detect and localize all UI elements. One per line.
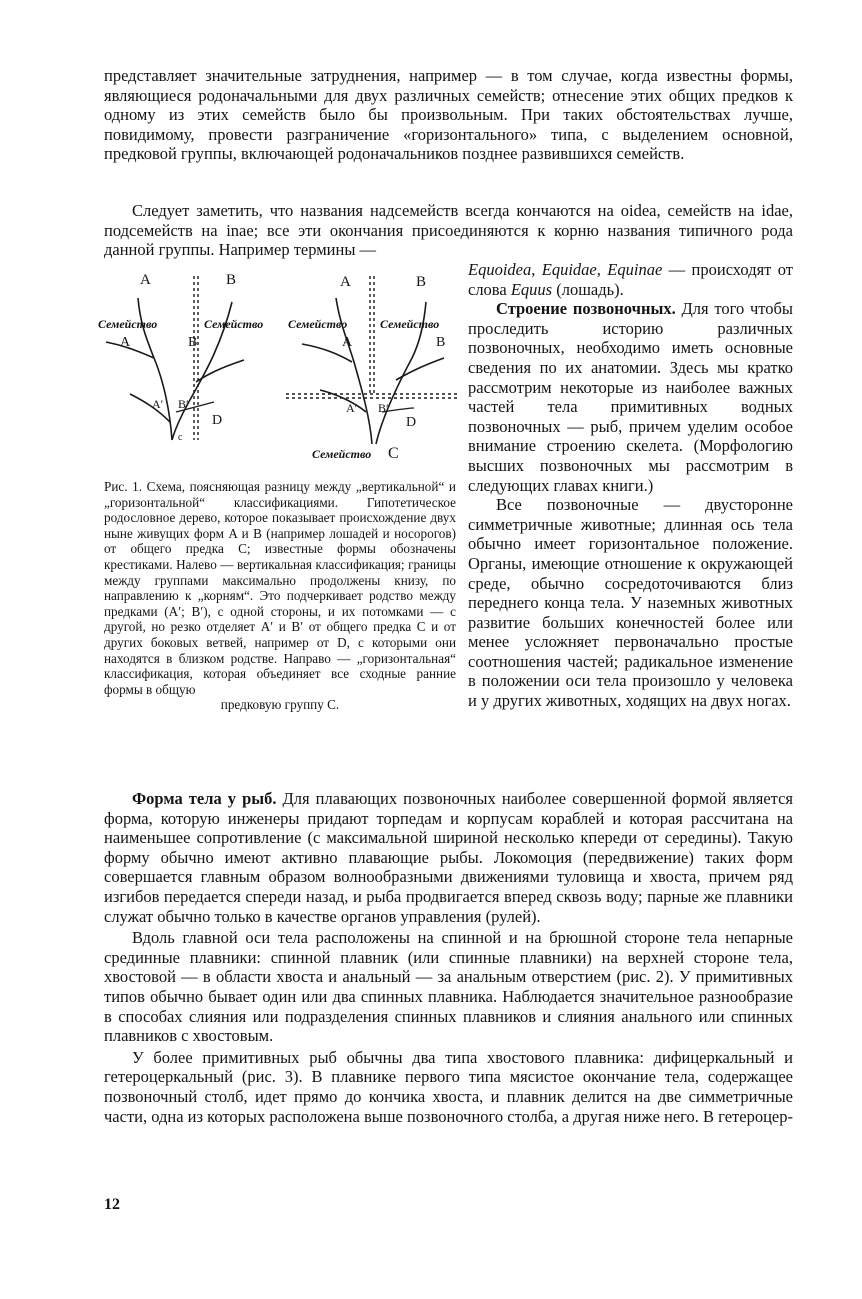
right-label-b: B — [416, 274, 427, 290]
example-term-4: Equus — [510, 279, 553, 299]
paragraph-suffixes — [104, 201, 793, 260]
paragraph-fish-body: Для плавающих позвоночных наиболее совершенной формой является форма, которую инженеры придают торпедам и корпусам кораблей и которая рассчитана на наименьшее сопротивление (с максимальной шириной несколько кпереди от середины). Такую форму обычно имеют активно плавающие рыбы. Локомоция (передвижение) таких форм совершается главным образом волнообразными движениями туловища и хвоста, причем ряд изгибов передается спереди назад, и рыба продвигается вперед сквозь воду; парные же плавники служат обычно только в качестве органов управления (рулей). — [104, 789, 793, 926]
figure-classification-schema — [96, 262, 466, 472]
paragraph-top-text: представляет значительные затруднения, например — в том случае, когда известны формы, являющиеся родоначальными для двух различных семейств; отнесение этих общих предков к одному из этих семейств было бы произвольным. При таких обстоятельствах лучше, повидимому, провести разграничение «горизонтального» типа, с выделением основной, предковой группы, включающей родоначальников позднее развившихся семейств. — [104, 66, 793, 164]
example-term-2: Equidae — [541, 260, 597, 279]
paragraph-top — [104, 66, 793, 164]
right-sub-b: B — [436, 335, 446, 350]
right-label-d: D — [406, 415, 417, 430]
right-label-a-prime: A′ — [346, 401, 358, 415]
paragraph-examples — [468, 260, 793, 299]
left-family-b: Семейство — [204, 317, 264, 331]
right-family-a: Семейство — [288, 317, 348, 331]
paragraph-fish — [104, 789, 793, 926]
left-sub-a: A — [120, 335, 131, 350]
left-label-b-prime: B′ — [178, 397, 189, 411]
right-tree — [286, 276, 458, 444]
example-term-1: Equoidea — [468, 260, 532, 279]
example-term-3: Equinae — [607, 260, 663, 279]
figure-caption-last-line: предковую группу C. — [220, 697, 340, 713]
right-label-a: A — [340, 274, 351, 290]
right-family-c: Семейство — [312, 447, 372, 461]
figure-drawing — [96, 262, 466, 472]
left-family-a: Семейство — [98, 317, 158, 331]
heading-fish: Форма тела у рыб. — [132, 789, 277, 808]
right-label-c: C — [388, 445, 399, 462]
paragraph-suffixes-text: Следует заметить, что названия надсемейств всегда кончаются на oidea, семейств на idae, подсемейств на inae; все эти окончания присоединяются к корню названия типичного рода данной группы. Например термины — — [104, 201, 793, 260]
figure-caption-text: Рис. 1. Схема, поясняющая разницу между „вертикальной“ и „горизонтальной“ классификациями. Гипотетическое родословное дерево, которое показывает происхождение двух ныне живущих форм A и B (например лошадей и носорогов) от общего предка C; известные формы обозначены крестиками. Налево — вертикальная классификация; границы между группами максимально продолжены книзу, по направлению к „корням“. Это подчеркивает родство между предками (A′; B′), с одной стороны, и их потомками — с другой, но резко отделяет A′ и B′ от общего предка C и от других боковых ветвей, например от D, с которыми они находятся в близком родстве. Направо — „горизонтальная“ классификация, которая объединяет все сходные ранние формы в общую — [104, 479, 456, 697]
left-label-b: B — [226, 272, 237, 288]
figure-labels — [98, 272, 445, 462]
example-sep-2: , — [596, 260, 608, 279]
paragraph-structure — [468, 299, 793, 495]
left-tree — [106, 276, 244, 440]
right-label-b-prime: B′ — [378, 401, 389, 415]
right-family-b: Семейство — [380, 317, 440, 331]
page-number: 12 — [104, 1196, 120, 1213]
left-label-c: c — [178, 432, 183, 443]
figure-caption — [104, 479, 456, 713]
right-column — [468, 260, 793, 711]
left-label-a-prime: A′ — [152, 397, 164, 411]
paragraph-symmetry: Все позвоночные — двусторонне симметричные животные; длинная ось тела обычно имеет горизонтальное положение. Органы, имеющие отношение к окружающей среде, обычно сосредоточиваются близ переднего конца тела. У наземных животных развитие больших конечностей более или менее усложняет первоначально простые соотношения частей; радикальное изменение в положении оси тела произошло у человека и у других животных, ходящих на двух ногах. — [468, 495, 793, 711]
left-sub-b: B — [188, 335, 198, 350]
paragraph-tail: У более примитивных рыб обычны два типа хвостового плавника: дифицеркальный и гетероцеркальный (рис. 3). В плавнике первого типа мясистое окончание тела, содержащее позвоночный столб, идет прямо до кончика хвоста, и плавник делится на две симметричные части, одна из которых расположена выше позвоночного столба, а другая ниже него. В гетероцер- — [104, 1047, 793, 1126]
lower-text — [104, 789, 793, 1126]
left-label-a: A — [140, 272, 151, 288]
right-sub-a: A — [342, 335, 353, 350]
paragraph-fins: Вдоль главной оси тела расположены на спинной и на брюшной стороне тела непарные срединные плавники: спинной плавник (или спинные плавники) на верхней стороне тела, хвостовой — в области хвоста и анальный — за анальным отверстием (рис. 2). У примитивных типов обычно бывает один или два спинных плавника. Наблюдается значительное разнообразие в способах слияния или подразделения спинных плавников и слияния анального или спинных плавников с хвостовым. — [104, 928, 793, 1046]
example-end: (лошадь). — [552, 279, 624, 299]
paragraph-structure-body: Для того чтобы проследить историю различных позвоночных, необходимо иметь основные сведения по их анатомии. Здесь мы кратко рассмотрим некоторые из наиболее важных частей тела примитивных водных позвоночных — рыб, причем уделим особое внимание строению скелета. (Морфологию высших позвоночных мы рассмотрим в следующих главах книги.) — [468, 299, 794, 495]
example-mid: — происходят от слова — [468, 260, 794, 299]
example-sep-1: , — [531, 260, 542, 279]
left-label-d: D — [212, 413, 223, 428]
heading-structure: Строение позвоночных. — [496, 299, 676, 319]
